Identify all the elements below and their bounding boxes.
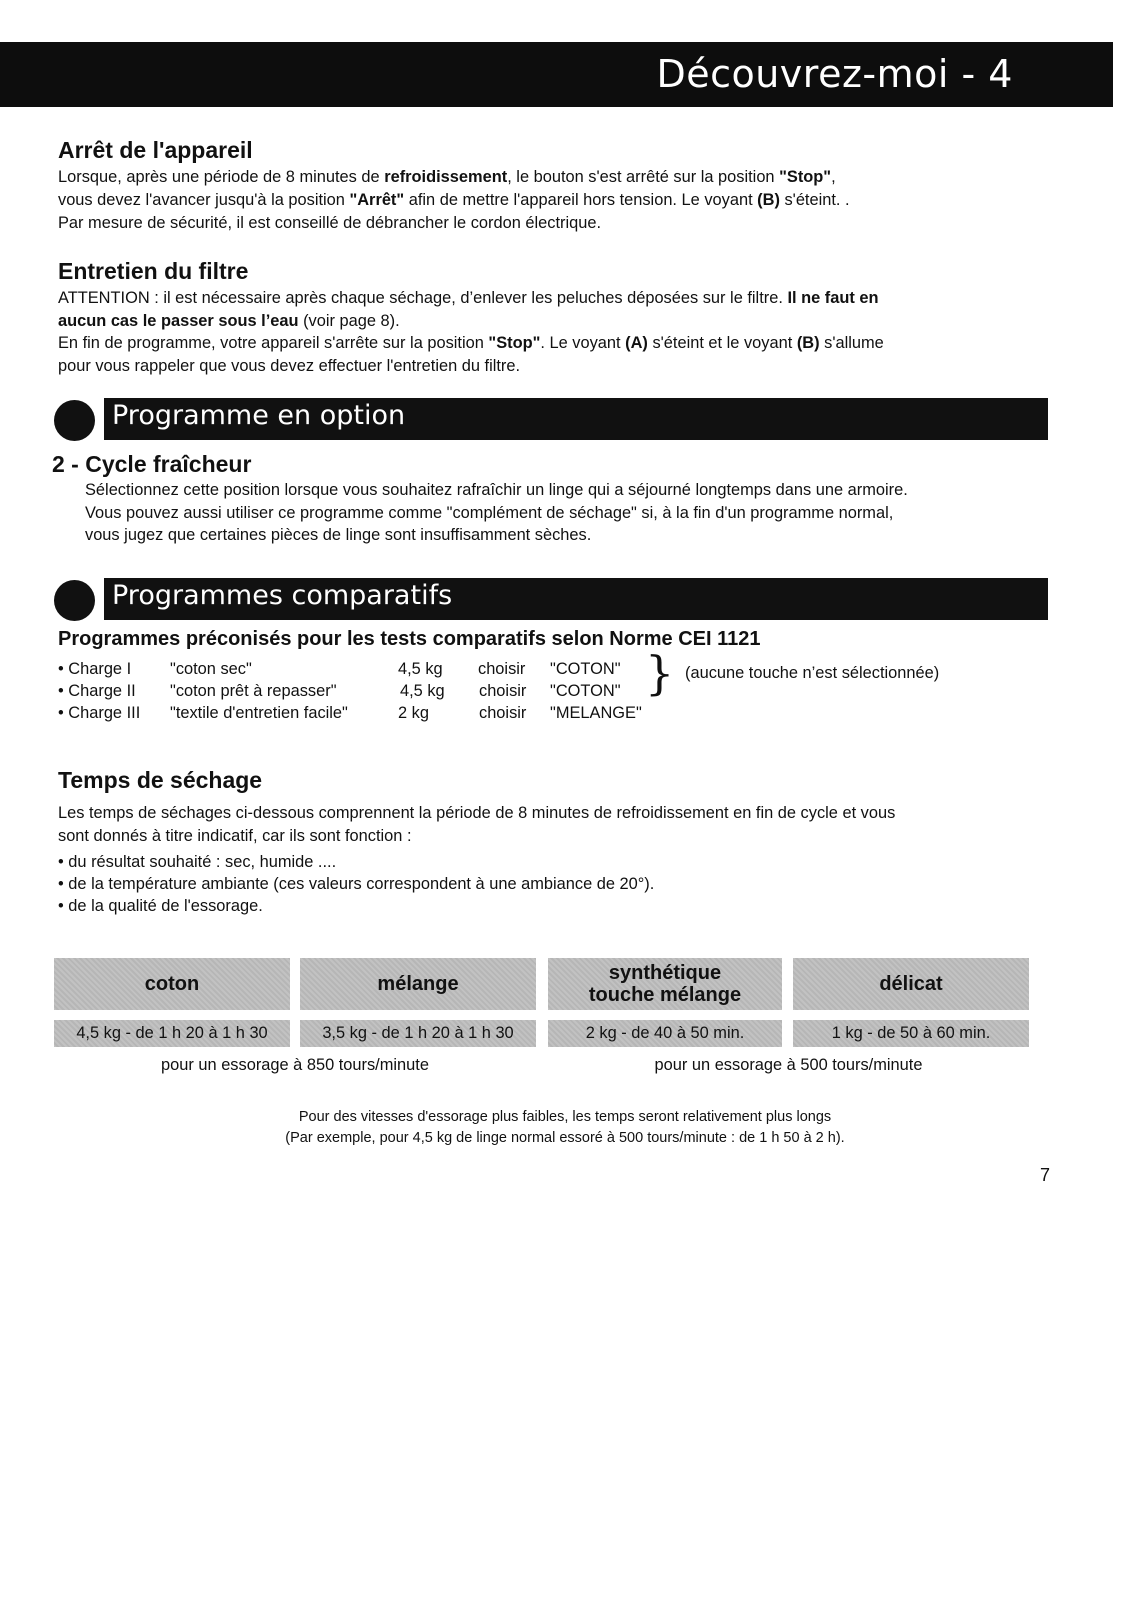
caption-500: pour un essorage à 500 tours/minute [654, 1056, 923, 1074]
filtre-line-4: pour vous rappeler que vous devez effectuer l'entretien du filtre. [58, 357, 521, 375]
program-box-melange: mélange [300, 958, 536, 1010]
section-heading-filtre: Entretien du filtre [58, 258, 249, 284]
filtre-line-3: En fin de programme, votre appareil s'arrête sur la position "Stop". Le voyant (A) s'éteint et le voyant (B) s'allume [58, 334, 884, 352]
option-line-3: vous jugez que certaines pièces de linge sont insuffisamment sèches. [85, 526, 592, 544]
comparatifs-note: (aucune touche n’est sélectionnée) [685, 664, 940, 682]
footnote-line-2: (Par exemple, pour 4,5 kg de linge normal essoré à 500 tours/minute : de 1 h 50 à 2 h). [285, 1130, 845, 1146]
charge-label: • Charge II [58, 682, 136, 700]
charge-weight: 4,5 kg [398, 660, 443, 678]
program-time-delicat: 1 kg - de 50 à 60 min. [793, 1020, 1029, 1047]
charge-verb: choisir [478, 660, 526, 678]
temps-line-1: Les temps de séchages ci-dessous comprennent la période de 8 minutes de refroidissement en fin de cycle et vous [58, 804, 896, 822]
caption-850: pour un essorage à 850 tours/minute [161, 1056, 429, 1074]
program-time-coton: 4,5 kg - de 1 h 20 à 1 h 30 [54, 1020, 290, 1047]
charge-program: "COTON" [550, 682, 621, 700]
program-box-delicat: délicat [793, 958, 1029, 1010]
arret-line-2: vous devez l'avancer jusqu'à la position "Arrêt" afin de mettre l'appareil hors tension. Le voyant (B) s'éteint. . [58, 191, 850, 209]
charge-row [58, 704, 678, 726]
charge-row [58, 682, 678, 704]
section-heading-arret: Arrêt de l'appareil [58, 137, 253, 163]
charge-row [58, 660, 678, 682]
band-title: Programme en option [112, 400, 406, 431]
charge-type: "textile d'entretien facile" [170, 704, 348, 722]
temps-line-2: sont donnés à titre indicatif, car ils sont fonction : [58, 827, 412, 845]
charge-verb: choisir [479, 704, 527, 722]
option-line-2: Vous pouvez aussi utiliser ce programme comme "complément de séchage" si, à la fin d'un programme normal, [85, 504, 894, 522]
band-title: Programmes comparatifs [112, 580, 453, 611]
charge-verb: choisir [479, 682, 527, 700]
charge-label: • Charge III [58, 704, 141, 722]
charge-program: "COTON" [550, 660, 621, 678]
comparatifs-subheading: Programmes préconisés pour les tests comparatifs selon Norme CEI 1121 [58, 628, 761, 650]
footnote-line-1: Pour des vitesses d'essorage plus faibles, les temps seront relativement plus longs [298, 1109, 832, 1125]
charge-program: "MELANGE" [550, 704, 642, 722]
page-title: Découvrez-moi - 4 [656, 52, 1013, 96]
list-item: • du résultat souhaité : sec, humide .... [58, 853, 337, 871]
program-box-synthetique: synthétique touche mélange [548, 958, 782, 1010]
section-heading-temps: Temps de séchage [58, 767, 263, 793]
section-band-comparatifs [104, 578, 1048, 620]
charge-weight: 2 kg [398, 704, 429, 722]
filtre-line-1: ATTENTION : il est nécessaire après chaque séchage, d’enlever les peluches déposées sur le filtre. Il ne faut en [58, 289, 879, 307]
page-number: 7 [1040, 1165, 1051, 1185]
section-bullet-icon [54, 580, 95, 621]
right-brace-icon: } [645, 646, 675, 700]
header-bar [0, 42, 1113, 107]
charge-label: • Charge I [58, 660, 132, 678]
section-band-option [104, 398, 1048, 440]
section-bullet-icon [54, 400, 95, 441]
program-box-coton: coton [54, 958, 290, 1010]
section-heading-fraicheur: 2 - Cycle fraîcheur [52, 451, 252, 477]
program-time-melange: 3,5 kg - de 1 h 20 à 1 h 30 [300, 1020, 536, 1047]
filtre-line-2: aucun cas le passer sous l’eau (voir page 8). [58, 312, 400, 330]
list-item: • de la température ambiante (ces valeurs correspondent à une ambiance de 20°). [58, 875, 655, 893]
program-time-synthetique: 2 kg - de 40 à 50 min. [548, 1020, 782, 1047]
list-item: • de la qualité de l'essorage. [58, 897, 263, 915]
charge-type: "coton prêt à repasser" [170, 682, 337, 700]
charge-type: "coton sec" [170, 660, 252, 678]
charge-weight: 4,5 kg [400, 682, 445, 700]
option-line-1: Sélectionnez cette position lorsque vous souhaitez rafraîchir un linge qui a séjourné longtemps dans une armoire. [85, 481, 908, 499]
arret-line-1: Lorsque, après une période de 8 minutes de refroidissement, le bouton s'est arrêté sur la position "Stop", [58, 168, 836, 186]
arret-line-3: Par mesure de sécurité, il est conseillé de débrancher le cordon électrique. [58, 214, 602, 232]
